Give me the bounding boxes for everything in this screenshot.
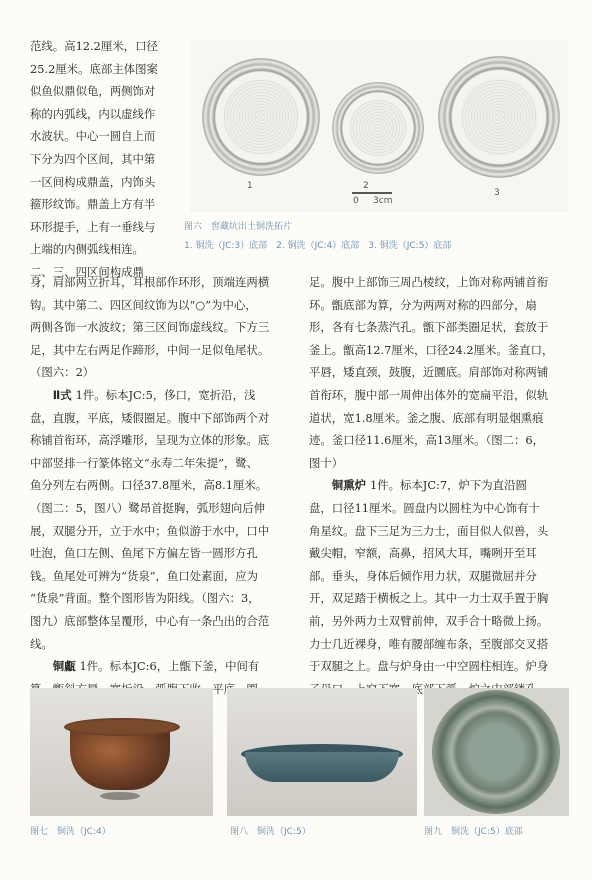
right-column [309,271,569,700]
text-line: 环形提手，上有一垂线与 [30,219,156,234]
text-line: 吐泡，鱼口左侧、鱼尾下方偏左皆一圆形方孔 [30,546,258,561]
text-line: 形，各有七条蒸汽孔。甑下部类圈足状，套放于 [309,320,549,335]
text-line: 范线。高12.2厘米，口径 [30,39,158,53]
text-line: 称铺首衔环，高浮雕形，呈现为立体的形象。底 [30,433,270,448]
figure6-subtitle: 1. 铜洗（JC:3）底部 2. 铜洗（JC:4）底部 3. 铜洗（JC:5）底部 [184,241,452,251]
text-line: 盘，口径11厘米。圆盘内以圆柱为中心饰有十 [309,500,540,515]
text-line: “货泉”背面。整个图形皆为阳线。（图六：3， [30,591,260,606]
text-line: 盘，直腹，平底，矮假圈足。腹中下部饰两个对 [30,410,270,425]
section-heading: 铜熏炉 [331,478,370,493]
text-line: 角星纹。盘下三足为三力士，面目似人似兽，头 [309,523,549,538]
text-line: 道状，宽1.8厘米。釜之腹、底部有明显烟熏痕 [309,410,544,425]
text-line: 足。腹中上部饰三周凸棱纹，上饰对称两铺首衔 [309,275,549,289]
figure6-title: 图六 窖藏坑出土铜洗拓片 [184,222,293,232]
fig9-caption: 图九 铜洗（JC:5）底部 [424,827,523,837]
text-run: 1件。标本JC:5，侈口，宽折沿，浅 [75,387,256,402]
text-line: 环。甑底部为算，分为两两对称的四部分，扇 [309,297,537,312]
photo-fig7 [30,688,213,816]
fig8-caption: 图八 铜洗（JC:5） [230,827,311,837]
text-run: 1件。标本JC:7，炉下为直沿圆 [369,478,527,493]
text-line: 身，肩部两立折耳，耳根部作环形，顶端连两横 [30,275,270,289]
left-column [30,271,295,700]
fig7-caption: 图七 铜洗（JC:4） [30,827,111,837]
text-line: 下分为四个区间，其中第 [30,151,156,166]
text-line: 迹。釜口径11.6厘米，高13厘米。（图二：6， [309,433,545,448]
text-line: （图六：2） [30,365,95,380]
photo-fig9 [424,688,569,816]
scale-bar [352,192,392,194]
label-3: 3 [494,188,500,198]
text-line [30,384,295,407]
text-line: 戴尖帽，窄额，高鼻，招风大耳，嘴咧开至耳 [309,546,537,561]
text-line: 似鱼似鼎似龟，两侧饰对 [30,84,156,99]
text-line: 称的内弧线，内以虚线作 [30,106,156,121]
text-line [309,474,569,497]
figure6-rubbings [190,40,568,212]
text-line: 线。 [30,636,53,651]
text-line: 于双腿之上。盘与炉身由一中空圆柱相连。炉身 [309,659,549,674]
rubbing-2 [332,82,424,174]
text-line: 鱼分列左右两侧。口径37.8厘米，高8.1厘米。 [30,478,268,493]
text-line: 上端的内侧弧线相连。 [30,242,144,257]
photo-fig8 [227,688,417,816]
text-line: 部。垂头，身体后倾作用力状，双腿微屈并分 [309,568,537,583]
text-line: 二、三、四区间构成鼎 [30,264,144,279]
text-line: 中部竖排一行篆体铭文“永寿二年朱提”，鹭、 [30,455,259,470]
text-line: 钩。其中第二、四区间纹饰为以“○”为中心， [30,297,257,312]
rubbing-1 [202,58,320,176]
scale-label: 0 3cm [353,196,393,206]
text-line: 足，其中左右两足作蹄形，中间一足似龟尾状。 [30,342,270,357]
text-line: 平唇，矮直颈，鼓腹，近圜底。肩部饰对称两铺 [309,365,549,380]
text-line: 图九）底部整体呈覆形，中心有一条凸出的合范 [30,613,270,628]
label-2: 2 [363,181,369,191]
section-heading: Ⅱ式 [52,387,76,402]
rubbing-3 [438,56,560,178]
section-heading: 铜甗 [52,659,80,674]
text-line [30,655,295,678]
text-line: 力士几近裸身，唯有腰部缠布条，至腹部交叉搭 [309,636,549,651]
text-line: 前，另外两力士双臂前伸，双手合十略微上扬。 [309,613,549,628]
text-line: 图十） [309,455,344,470]
text-line: （图二：5，图八）鹭昂首挺胸，弧形翅向后伸 [30,500,266,515]
text-line: 25.2厘米。底部主体图案 [30,61,158,76]
text-run: 1件。标本JC:6，上甑下釜，中间有 [79,659,260,674]
text-line: 两侧各饰一水波纹；第三区间饰虚线纹。下方三 [30,320,270,335]
text-line: 水波状。中心一圆自上而 [30,129,156,144]
text-line: 开，双足踏于横板之上。其中一力士双手置于胸 [309,591,549,606]
text-line: 箍形纹饰。鼎盖上方有半 [30,197,156,212]
text-line: 展，双腿分开，立于水中；鱼似游于水中，口中 [30,523,270,538]
text-line: 釜上。甑高12.7厘米，口径24.2厘米。釜直口， [309,342,554,357]
text-line: 一区间构成鼎盖，内饰头 [30,174,156,189]
text-line: 首衔环，腹中部一周伸出体外的宽扁平沿，似轨 [309,387,549,402]
left-top-text [30,35,180,284]
text-line: 钱。鱼尾处可辨为“货泉”，鱼口处素面，应为 [30,568,259,583]
label-1: 1 [247,181,253,191]
